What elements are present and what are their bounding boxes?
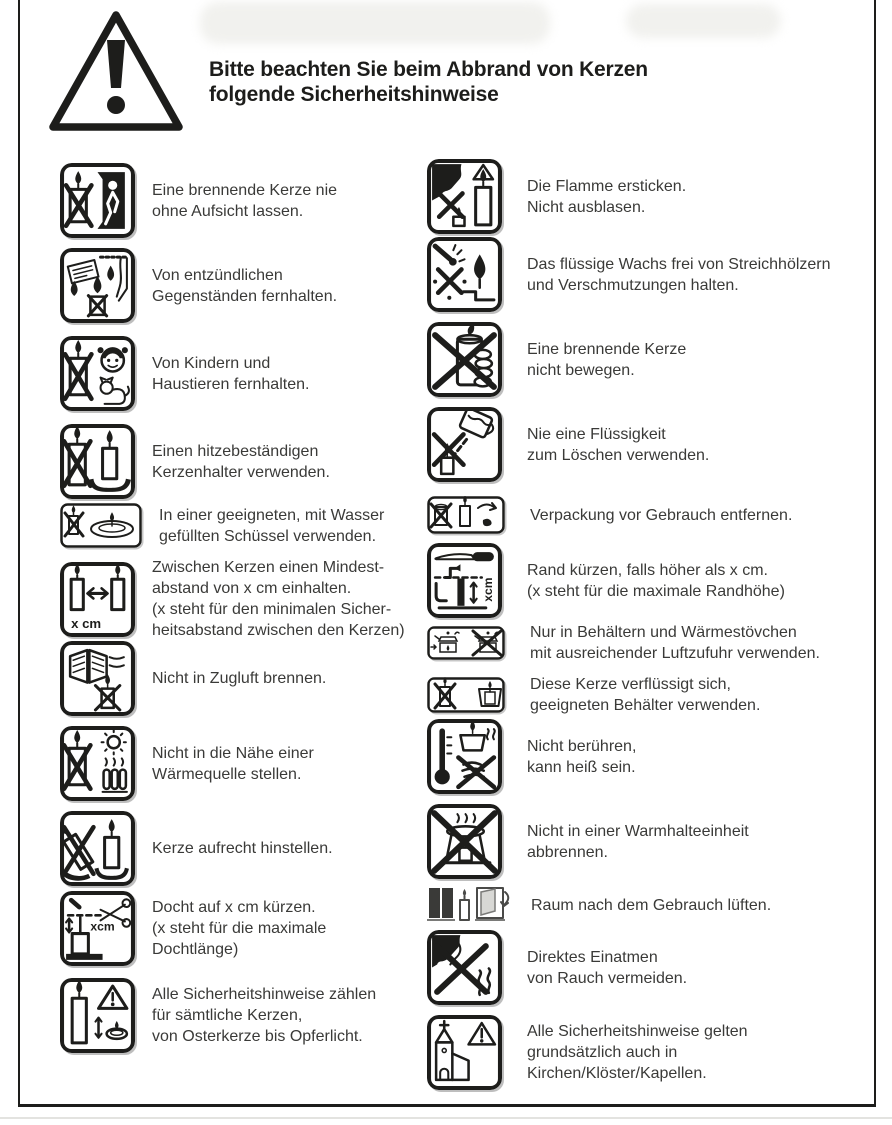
safety-text	[152, 180, 337, 222]
safety-text	[152, 984, 376, 1047]
text-line: mit ausreichender Luftzufuhr verwenden.	[530, 645, 820, 662]
title-line: folgende Sicherheitshinweise	[209, 83, 499, 106]
text-line: Diese Kerze verflüssigt sich,	[530, 676, 731, 693]
safety-item	[60, 641, 326, 716]
text-line: Nicht ausblasen.	[527, 198, 646, 216]
no-food-warmer-icon	[427, 804, 502, 879]
safety-text	[527, 424, 709, 466]
no-liquid-extinguish-icon	[427, 407, 502, 482]
text-line: Wärmequelle stellen.	[152, 765, 302, 783]
liquefying-candle-icon	[427, 677, 505, 713]
safety-item	[60, 424, 330, 499]
text-line: Von Kindern und	[152, 354, 271, 372]
text-line: Verpackung vor Gebrauch entfernen.	[530, 506, 793, 524]
text-line: Nur in Behältern und Wärmestövchen	[530, 624, 797, 641]
candle-distance-icon	[60, 562, 135, 637]
text-line: Docht auf x cm kürzen.	[152, 899, 316, 916]
all-candle-types-icon	[60, 978, 135, 1053]
safety-text	[152, 743, 314, 785]
no-moving-candle-icon	[427, 322, 502, 397]
text-line: Eine brennende Kerze nie	[152, 181, 338, 199]
safety-text	[527, 947, 687, 989]
page-title	[209, 57, 648, 107]
text-line: Dochtlänge)	[152, 941, 239, 958]
safety-item	[427, 543, 785, 618]
safety-item	[427, 719, 636, 794]
text-line: Einen hitzebeständigen	[152, 442, 319, 460]
safety-item	[60, 811, 333, 886]
safety-item	[427, 674, 760, 716]
text-line: Haustieren fernhalten.	[152, 375, 310, 393]
text-line: Nie eine Flüssigkeit	[527, 425, 666, 443]
safety-item	[427, 1015, 748, 1090]
safety-text	[527, 339, 686, 381]
text-line: gefüllten Schüssel verwenden.	[159, 527, 377, 545]
text-line: Zwischen Kerzen einen Mindest-	[152, 559, 385, 576]
safety-text	[531, 895, 771, 916]
safety-item	[427, 496, 792, 534]
text-line: Kerzenhalter verwenden.	[152, 463, 330, 481]
safety-text	[527, 254, 831, 296]
safety-item	[427, 407, 709, 482]
no-draft-icon	[60, 641, 135, 716]
safety-item	[427, 622, 820, 664]
no-heat-source-icon	[60, 726, 135, 801]
text-line: kann heiß sein.	[527, 758, 636, 776]
text-line: (x steht für die maximale	[152, 920, 327, 937]
safety-item	[60, 336, 309, 411]
text-line: Raum nach dem Gebrauch lüften.	[531, 896, 772, 914]
text-line: (x steht für den minimalen Sicher-	[152, 601, 392, 618]
safety-item	[60, 978, 376, 1053]
text-line: (x steht für die maximale Randhöhe)	[527, 582, 785, 600]
text-line: Das flüssige Wachs frei von Streichhölzern	[527, 255, 831, 273]
page-border-left	[18, 0, 20, 1106]
text-line: und Verschmutzungen halten.	[527, 276, 739, 294]
safety-item	[60, 726, 314, 801]
text-line: heitsabstand zwischen den Kerzen)	[152, 622, 405, 639]
icon-label: xcm	[480, 577, 495, 602]
safety-text	[527, 560, 785, 602]
safety-text	[152, 441, 330, 483]
text-line: Nicht in Zugluft brennen.	[152, 670, 327, 687]
safety-item	[427, 237, 831, 312]
page-border-right	[874, 0, 876, 1106]
text-line: nicht bewegen.	[527, 361, 635, 379]
scan-artifact	[0, 1117, 892, 1119]
text-line: Nicht in einer Warmhalteeinheit	[527, 822, 749, 840]
remove-packaging-icon	[427, 496, 505, 534]
text-line: Rand kürzen, falls höher als x cm.	[527, 561, 768, 579]
water-filled-bowl-icon	[60, 503, 142, 548]
safety-text	[152, 838, 333, 859]
trim-wick-icon	[60, 891, 135, 966]
safety-text	[527, 821, 749, 863]
keep-from-children-pets-icon	[60, 336, 135, 411]
safety-item	[60, 557, 405, 641]
safety-text	[152, 897, 326, 960]
text-line: Direktes Einatmen	[527, 948, 658, 966]
text-line: Nicht in die Nähe einer	[152, 744, 314, 762]
icon-label: x cm	[71, 615, 102, 631]
ventilate-room-icon	[427, 884, 517, 926]
text-line: Alle Sicherheitshinweise gelten	[527, 1023, 748, 1040]
safety-item	[427, 322, 686, 397]
text-line: ohne Aufsicht lassen.	[152, 202, 304, 220]
no-unattended-candle-icon	[60, 163, 135, 238]
text-line: abbrennen.	[527, 843, 608, 861]
heat-resistant-holder-icon	[60, 424, 135, 499]
safety-text	[527, 176, 686, 218]
safety-text	[152, 557, 405, 641]
safety-text	[530, 622, 820, 664]
church-use-icon	[427, 1015, 502, 1090]
safety-text	[527, 1021, 748, 1084]
safety-text	[527, 736, 636, 778]
text-line: geeigneten Behälter verwenden.	[530, 697, 761, 714]
safety-item	[60, 248, 337, 323]
text-line: Von entzündlichen	[152, 266, 283, 284]
scan-artifact	[200, 2, 550, 44]
safety-text	[530, 674, 760, 716]
text-line: Die Flamme ersticken.	[527, 177, 687, 195]
trim-rim-icon	[427, 543, 502, 618]
text-line: von Osterkerze bis Opferlicht.	[152, 1028, 363, 1045]
text-line: zum Löschen verwenden.	[527, 446, 710, 464]
text-line: von Rauch vermeiden.	[527, 969, 688, 987]
upright-candle-icon	[60, 811, 135, 886]
smother-flame-icon	[427, 159, 502, 234]
air-supply-container-icon	[427, 626, 505, 660]
safety-item	[427, 804, 749, 879]
text-line: In einer geeigneten, mit Wasser	[159, 506, 385, 524]
page-border-bottom	[18, 1104, 876, 1107]
safety-text	[152, 668, 326, 689]
safety-text	[530, 505, 792, 526]
icon-label: xcm	[90, 919, 115, 934]
safety-text	[159, 505, 384, 547]
text-line: Kirchen/Klöster/Kapellen.	[527, 1065, 707, 1082]
warning-triangle-icon	[46, 6, 186, 134]
text-line: Alle Sicherheitshinweise zählen	[152, 986, 377, 1003]
safety-item	[60, 891, 326, 966]
text-line: Eine brennende Kerze	[527, 340, 687, 358]
title-line: Bitte beachten Sie beim Abbrand von Kerzen	[209, 58, 648, 81]
safety-item	[60, 163, 337, 238]
safety-item	[427, 884, 771, 926]
text-line: Nicht berühren,	[527, 737, 637, 755]
text-line: für sämtliche Kerzen,	[152, 1007, 303, 1024]
text-line: Gegenständen fernhalten.	[152, 287, 338, 305]
safety-text	[152, 265, 337, 307]
hot-do-not-touch-icon	[427, 719, 502, 794]
safety-item	[60, 503, 384, 548]
safety-text	[152, 353, 309, 395]
text-line: abstand von x cm einhalten.	[152, 580, 352, 597]
keep-from-flammables-icon	[60, 248, 135, 323]
text-line: Kerze aufrecht hinstellen.	[152, 840, 333, 857]
keep-wax-clean-icon	[427, 237, 502, 312]
text-line: grundsätzlich auch in	[527, 1044, 678, 1061]
no-smoke-inhale-icon	[427, 930, 502, 1005]
safety-item	[427, 159, 686, 234]
scan-artifact	[626, 4, 781, 38]
safety-item	[427, 930, 687, 1005]
